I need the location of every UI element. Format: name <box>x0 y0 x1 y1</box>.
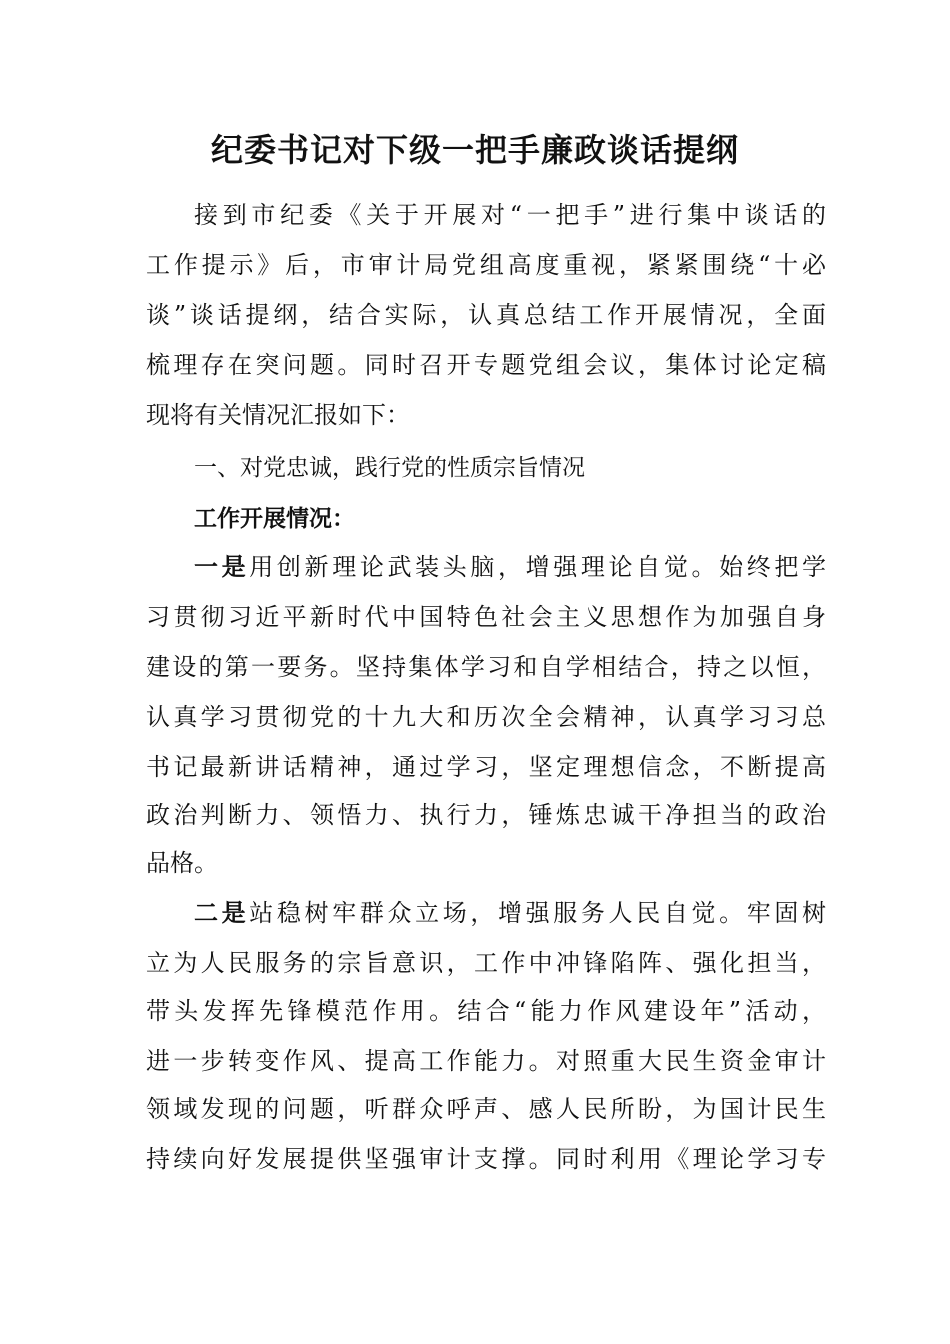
section-heading: 一、对党忠诚，践行党的性质宗旨情况 <box>194 455 585 481</box>
para1-line-4: 认真学习贯彻党的十九大和历次全会精神，认真学习习总 <box>146 703 826 731</box>
para1-line-1 <box>194 542 826 592</box>
para2-line-5: 领域发现的问题，听群众呼声、感人民所盼，为国计民生 <box>146 1095 826 1123</box>
para2-line-6: 持续向好发展提供坚强审计支撑。同时利用《理论学习专 <box>146 1145 826 1173</box>
para1-line-2: 习贯彻习近平新时代中国特色社会主义思想作为加强自身 <box>146 603 826 631</box>
para2-lead: 二是 <box>194 899 250 927</box>
para2-first-line-text: 站稳树牢群众立场，增强服务人民自觉。牢固树 <box>249 899 827 927</box>
para2-line-4: 进一步转变作风、提高工作能力。对照重大民生资金审计 <box>146 1047 826 1075</box>
intro-line-2: 工作提示》后，市审计局党组高度重视，紧紧围绕“十必 <box>146 251 826 279</box>
para1-lead: 一是 <box>194 553 250 581</box>
para2-line-1 <box>194 888 826 938</box>
para2-line-2: 立为人民服务的宗旨意识，工作中冲锋陷阵、强化担当， <box>146 949 826 977</box>
document-title: 纪委书记对下级一把手廉政谈话提纲 <box>210 131 739 169</box>
sub-heading: 工作开展情况： <box>194 506 355 532</box>
intro-line-5: 现将有关情况汇报如下： <box>146 401 410 429</box>
para1-line-7: 品格。 <box>146 849 218 877</box>
para1-line-6: 政治判断力、领悟力、执行力，锤炼忠诚干净担当的政治 <box>146 801 826 829</box>
para2-line-3: 带头发挥先锋模范作用。结合“能力作风建设年”活动， <box>146 997 826 1025</box>
para1-line-3: 建设的第一要务。坚持集体学习和自学相结合，持之以恒， <box>146 653 826 681</box>
intro-line-3: 谈”谈话提纲，结合实际，认真总结工作开展情况，全面 <box>146 301 826 329</box>
intro-line-4: 梳理存在突问题。同时召开专题党组会议，集体讨论定稿 <box>146 351 826 379</box>
para1-line-5: 书记最新讲话精神，通过学习，坚定理想信念，不断提高 <box>146 753 826 781</box>
intro-line-1: 接到市纪委《关于开展对“一把手”进行集中谈话的 <box>194 201 826 229</box>
para1-first-line-text: 用创新理论武装头脑，增强理论自觉。始终把学 <box>249 553 827 581</box>
